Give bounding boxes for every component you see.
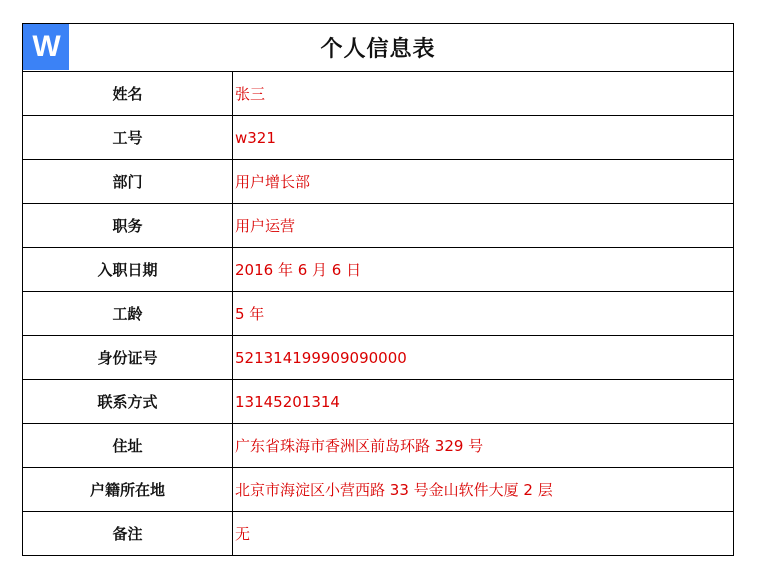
table-row-contact <box>23 380 733 424</box>
field-value[interactable]: 用户运营 <box>235 217 296 235</box>
field-value[interactable]: 用户增长部 <box>235 173 311 191</box>
table-row-name <box>23 72 733 116</box>
field-value[interactable]: 广东省珠海市香洲区前岛环路 329 号 <box>235 437 484 455</box>
table-row-id-number <box>23 336 733 380</box>
field-value[interactable]: 北京市海淀区小营西路 33 号金山软件大厦 2 层 <box>235 481 553 499</box>
field-label: 入职日期 <box>23 248 233 291</box>
field-label: 部门 <box>23 160 233 203</box>
table-row-employee-id <box>23 116 733 160</box>
field-label: 备注 <box>23 512 233 555</box>
field-label: 工龄 <box>23 292 233 335</box>
field-label: 住址 <box>23 424 233 467</box>
field-label: 职务 <box>23 204 233 247</box>
page-title: 个人信息表 <box>320 37 436 62</box>
table-row-address <box>23 424 733 468</box>
field-label: 身份证号 <box>23 336 233 379</box>
field-label: 姓名 <box>23 72 233 115</box>
table-row-position <box>23 204 733 248</box>
table-row-household-registration <box>23 468 733 512</box>
table-row-department <box>23 160 733 204</box>
table-row-hire-date <box>23 248 733 292</box>
table-row-seniority <box>23 292 733 336</box>
field-value[interactable]: w321 <box>235 128 276 147</box>
field-label: 户籍所在地 <box>23 468 233 511</box>
field-value[interactable]: 张三 <box>235 85 266 103</box>
field-value[interactable]: 5 年 <box>235 305 265 323</box>
table-row-remarks <box>23 512 733 555</box>
field-label: 工号 <box>23 116 233 159</box>
personal-info-table <box>22 23 734 556</box>
table-title-row <box>23 24 733 72</box>
field-value[interactable]: 无 <box>235 525 251 543</box>
field-value[interactable]: 2016 年 6 月 6 日 <box>235 261 362 279</box>
field-value[interactable]: 521314199909090000 <box>235 348 407 367</box>
field-label: 联系方式 <box>23 380 233 423</box>
field-value[interactable]: 13145201314 <box>235 392 340 411</box>
wps-logo-icon: W <box>23 24 69 70</box>
